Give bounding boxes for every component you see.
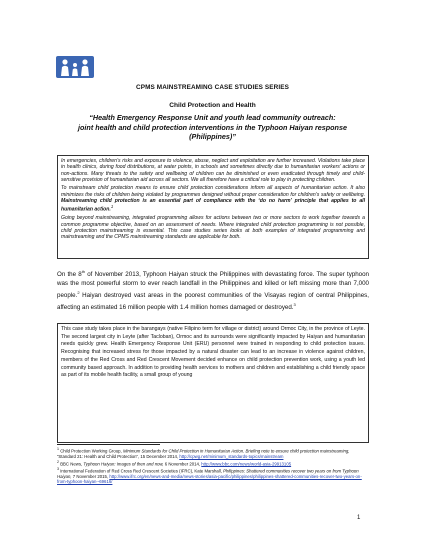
intro-emphasis: Mainstreaming child protection is an essential part of compliance with the ‘do no harm’ principle that applies to all humanitarian action. xyxy=(61,197,365,213)
footnote-link[interactable]: http://cpwg.net/minimum_standards-topics/mainstream xyxy=(179,454,284,460)
footnote-title: Philippines: Shattered communities recover two years on from Typhoon Haiyan, xyxy=(57,468,359,479)
footnote-text: “Standard 21: Health and Child Protection”, 15 December 2014, xyxy=(57,454,179,460)
intro-box xyxy=(57,155,369,259)
footnote-divider xyxy=(57,444,160,445)
footnote-number: 2 xyxy=(57,459,59,464)
footnote-link[interactable]: http://www.bbc.com/news/world-asia-29913105 xyxy=(201,461,292,467)
footnote-title: Typhoon Haiyan: Images of then and now, xyxy=(83,461,164,467)
footnote-text: 7 November 2015, xyxy=(71,473,110,479)
title-line: “Health Emergency Response Unit and youth lead community outreach: xyxy=(89,113,336,122)
footnote-ref: 2 xyxy=(77,289,80,295)
series-title: CPMS MAINSTREAMING CASE STUDIES SERIES xyxy=(136,84,289,91)
footnote-text: BBC News, xyxy=(59,461,84,467)
document-subtitle: Child Protection and Health xyxy=(169,102,256,109)
body-text: of November 2013, Typhoon Haiyan struck the Philippines with devastating force. The super typhoon was the most powerful storm to ever reach landfall in the Philippines and killed or left missing more than 7,000 people. xyxy=(57,271,369,299)
footnote-number: 1 xyxy=(57,447,59,451)
footnote-number: 3 xyxy=(57,466,59,471)
body-paragraph xyxy=(57,268,369,312)
intro-paragraph: Going beyond mainstreaming, integrated programming allows for actions between two or more sectors to work together towards a common programme objective, based on an assessment of needs. Where integrated child protection programming is not possible, child protection mainstreaming is essential. This case studies series looks at both examples of integrated programming and mainstreaming and the CPMS mainstreaming standards are applicable for both. xyxy=(61,215,365,241)
body-text: Haiyan destroyed vast areas in the poorest communities of the Visayas region of central Philippines, affecting an estimated 16 million people with 1.4 million homes damaged or destroyed. xyxy=(57,291,369,311)
document-title xyxy=(50,113,375,142)
footnote-text: 6 November 2014, xyxy=(163,461,202,467)
footnotes xyxy=(57,447,369,485)
ordinal-suffix: th xyxy=(81,269,86,274)
family-icon xyxy=(56,56,94,78)
intro-paragraph xyxy=(61,185,365,213)
footnote-ref: 3 xyxy=(293,301,296,307)
intro-paragraph: In emergencies, children’s risks and exposure to violence, abuse, neglect and exploitation are further increased. Violations take place in health clinics, during food distributions, at water points, in schools and sometimes directly due to humanitarian workers’ actions or non-actions. Many threats to the safety and wellbeing of children can be diminished or even eradicated through timely and child-sensitive provision of humanitarian aid across all sectors. We all therefore have a critical role to play in protecting children. xyxy=(61,158,365,183)
footnote-1 xyxy=(57,447,369,460)
footnote-link[interactable]: http://www.ifrc.org/en/news-and-media/news-stories/asia-pacific/philippines/philippines-shattered-communities-recover-two-years-on-from-typhoon-haiyan--69616/ xyxy=(57,473,362,485)
body-text: On the 8 xyxy=(57,271,82,279)
title-line: (Philippines)” xyxy=(189,132,236,142)
title-line: joint health and child protection interventions in the Typhoon Haiyan response xyxy=(78,122,347,132)
footnote-ref: 1 xyxy=(110,204,114,210)
footnote-3 xyxy=(57,467,369,485)
footnote-title: Minimum Standards for Child Protection in Humanitarian Action. Briefing note to ensure child protection mainstreaming, xyxy=(122,448,350,454)
footnote-text: International Federation of Red Cross Red Crescent Societies (IFRC), Kate Marshall, xyxy=(59,468,224,474)
case-study-box xyxy=(57,323,369,443)
case-study-text: This case study takes place in the barangays (native Filipino term for village or district) around Ormoc City, in the province of Leyte. The second largest city in Leyte (after Tacloban), Ormoc and its surrounds were significantly impacted by Haiyan and humanitarian needs quickly grew. Health Emergency Response Unit (ERU) personnel were trained in responding to child protection issues. Recognising that increased stress for those impacted by a natural disaster can lead to an increase in violence against children, members of the Red Cross and Red Crescent Movement decided enhance on child protection prevention work, using a youth led community based approach. In addition to providing health services to mothers and children and establishing a child friendly space as part of its mobile health facility, a small group of young xyxy=(61,326,365,379)
footnote-text: Child Protection Working Group, xyxy=(59,448,123,454)
page-number: 1 xyxy=(357,515,361,521)
footnote-2 xyxy=(57,460,369,467)
intro-text: To mainstream child protection means to ensure child protection considerations inform all aspects of humanitarian action. It also minimizes the risks of children being violated by programmes designed without proper consideration for children’s safety or wellbeing. xyxy=(61,185,365,198)
